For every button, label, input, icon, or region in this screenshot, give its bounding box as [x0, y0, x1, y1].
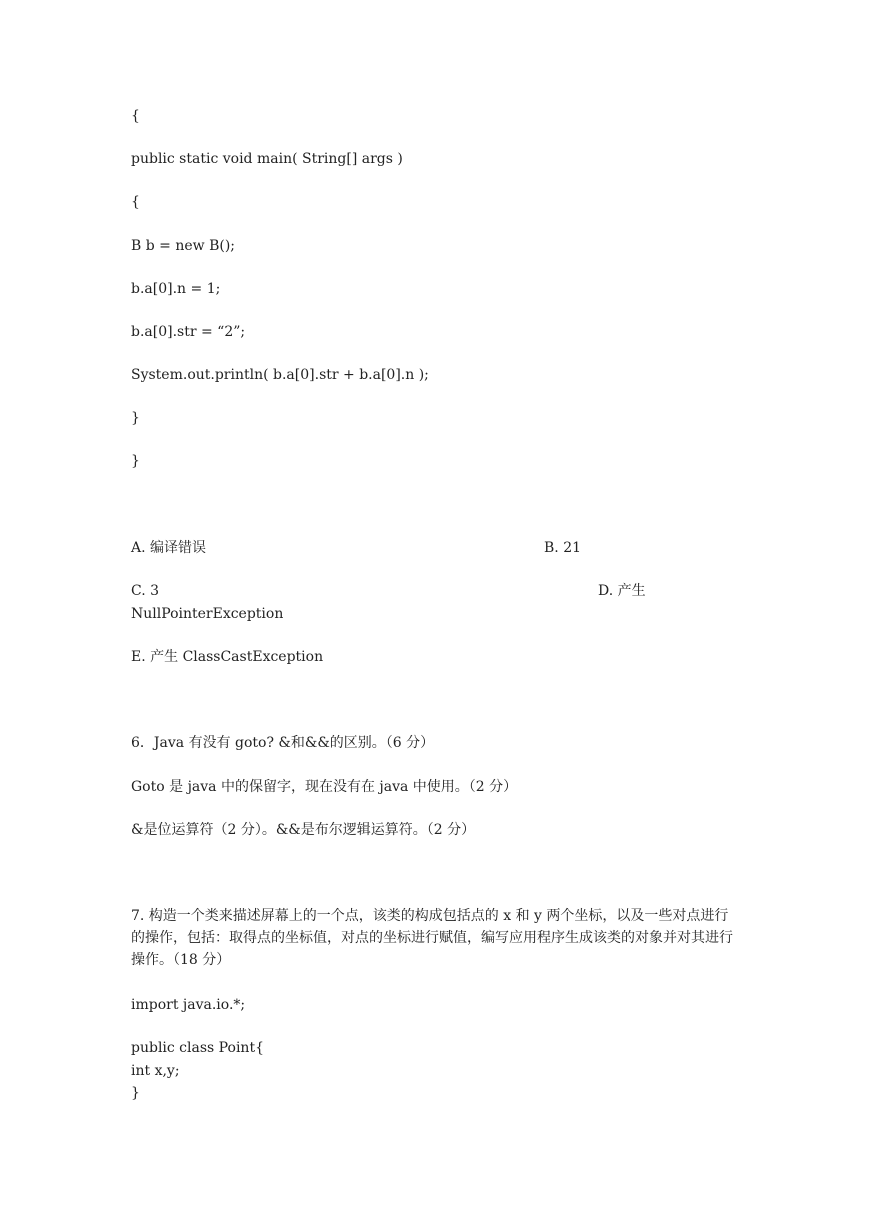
code-line: System.out.println( b.a[0].str + b.a[0].n );: [131, 367, 429, 383]
option-b: B. 21: [544, 540, 582, 556]
code-line: }: [131, 453, 140, 469]
code-line: public static void main( String[] args ): [131, 151, 403, 167]
code-line: public class Point{: [131, 1040, 264, 1056]
code-line: }: [131, 410, 140, 426]
option-a: A. 编译错误: [131, 540, 207, 556]
question-7-title: 7. 构造一个类来描述屏幕上的一个点，该类的构成包括点的 x 和 y 两个坐标，以及一些对点进行的操作，包括：取得点的坐标值，对点的坐标进行赋值，编写应用程序生成该类的对象并对其进行操作。（18 分）: [131, 908, 733, 968]
code-line: b.a[0].n = 1;: [131, 281, 221, 297]
question-6-answer-1: Goto 是 java 中的保留字，现在没有在 java 中使用。（2 分）: [131, 779, 518, 795]
option-d-continued: NullPointerException: [131, 606, 284, 622]
option-e: E. 产生 ClassCastException: [131, 649, 324, 665]
code-line: {: [131, 194, 140, 210]
code-line: B b = new B();: [131, 238, 235, 254]
question-6-answer-2: &是位运算符（2 分）。&&是布尔逻辑运算符。（2 分）: [131, 822, 476, 838]
question-6-title: 6．Java 有没有 goto? &和&&的区别。（6 分）: [131, 735, 435, 751]
code-line: int x,y;: [131, 1063, 180, 1079]
code-line: import java.io.*;: [131, 997, 246, 1013]
option-c: C. 3: [131, 583, 160, 599]
code-line: b.a[0].str = “2”;: [131, 324, 246, 340]
option-d: D. 产生: [598, 583, 646, 599]
code-line: {: [131, 108, 140, 124]
code-line: }: [131, 1085, 140, 1101]
